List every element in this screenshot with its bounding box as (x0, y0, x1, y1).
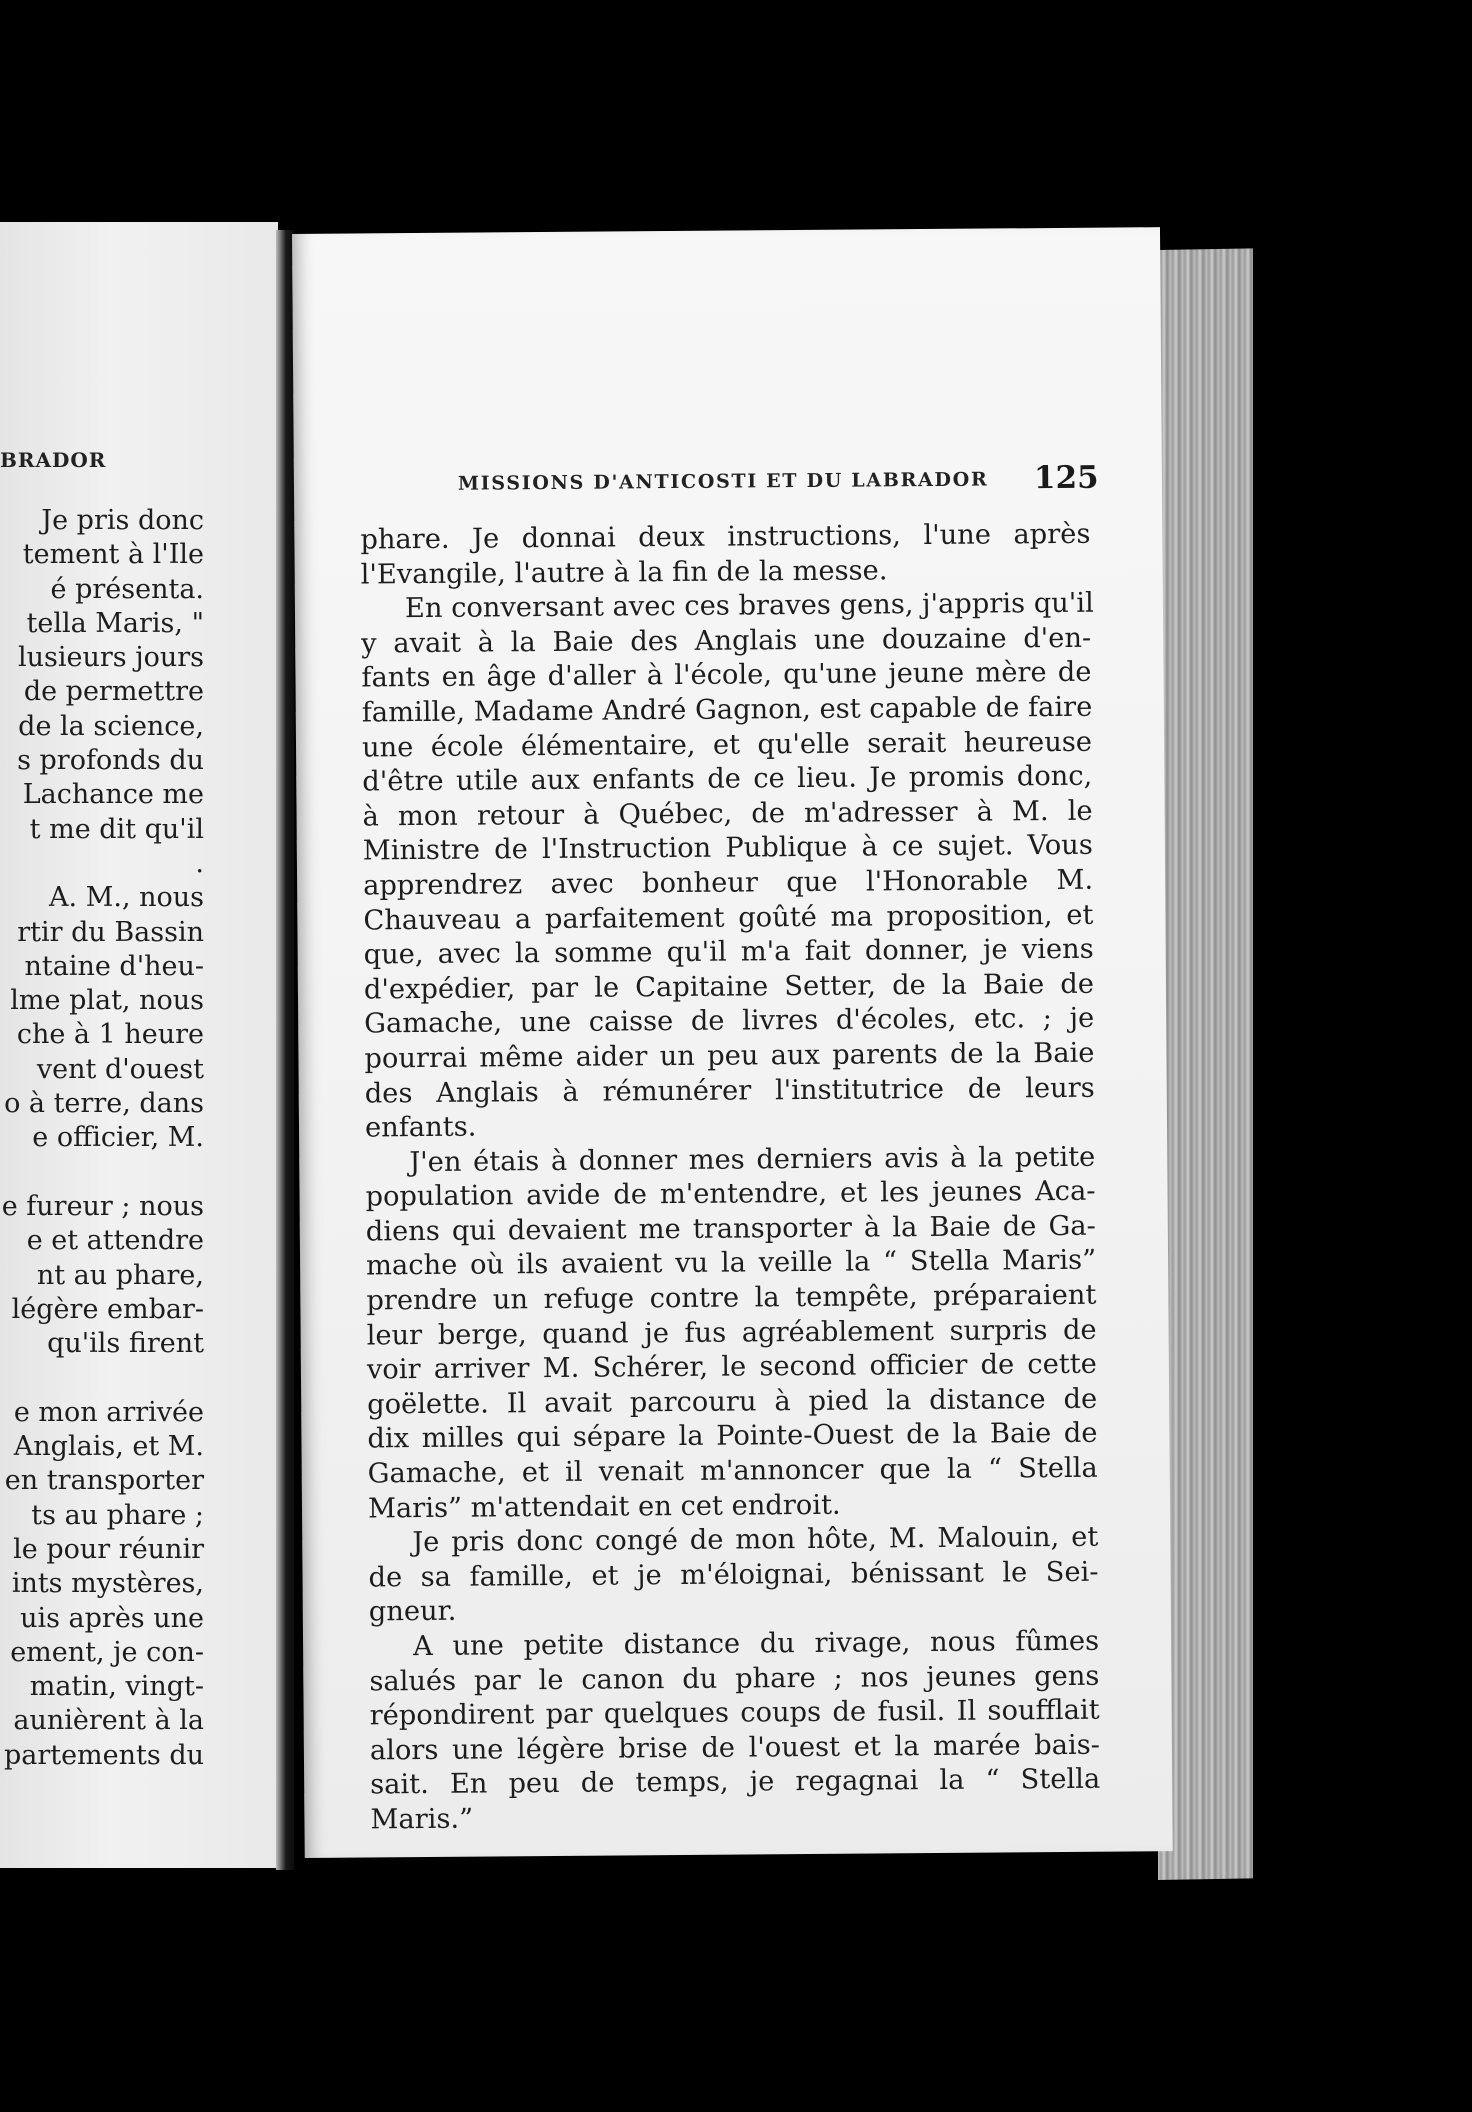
left-text-line: Je pris donc (41, 505, 204, 536)
text-line: Gamache, et il venait m'annoncer que la “ Stella (367, 1452, 1098, 1490)
page-fore-edge (1158, 248, 1253, 1880)
text-line: dix milles qui sépare la Pointe-Ouest de la Baie de (367, 1418, 1098, 1455)
left-text-line: vent d'ouest (36, 1053, 204, 1085)
text-line: phare. Je donnai deux instructions, l'une après (360, 518, 1091, 556)
left-text-line: uis après une (20, 1602, 204, 1634)
left-page (0, 222, 278, 1868)
left-text-line (0, 1361, 278, 1395)
left-text-line: tement à l'Ile (22, 539, 204, 571)
left-text-line: nt au phare, (36, 1259, 204, 1291)
text-line: alors une légère brise de l'ouest et la marée bais- (369, 1729, 1101, 1767)
text-line: à mon retour à Québec, de m'adresser à M. le (362, 795, 1093, 833)
text-line: enfants. (364, 1111, 477, 1144)
left-text-line: e officier, M. (32, 1122, 204, 1154)
left-text-line: e et attendre (26, 1225, 204, 1257)
page-number: 125 (1033, 459, 1099, 497)
text-line: l'Evangile, l'autre à la fin de la messe. (360, 554, 888, 591)
left-text-line: Lachance me (22, 779, 204, 811)
left-text-line: de la science, (18, 710, 204, 742)
text-line: gneur. (368, 1596, 457, 1628)
text-line: mache où ils avaient vu la veille la “ Stella Maris” (365, 1245, 1097, 1282)
text-line: Maris” m'attendait en cet endroit. (367, 1489, 841, 1525)
text-line: diens qui devaient me transporter à la Baie de Ga- (365, 1210, 1096, 1248)
body-text (360, 518, 1100, 1838)
text-line: En conversant avec ces braves gens, j'appris qu'il (404, 587, 1094, 625)
text-line: salués par le canon du phare ; nos jeunes gens (369, 1660, 1100, 1698)
text-line: J'en étais à donner mes derniers avis à la petite (409, 1141, 1096, 1178)
text-line: des Anglais à rémunérer l'institutrice de leurs (364, 1072, 1095, 1109)
left-text-line: o à terre, dans (4, 1088, 204, 1120)
left-text-line: lusieurs jours (17, 642, 204, 674)
text-line: Chauveau a parfaitement goûté ma proposition, et (363, 899, 1094, 936)
text-line: goëlette. Il avait parcouru à pied la distance de (367, 1383, 1098, 1421)
left-text-line: en transporter (4, 1465, 204, 1497)
text-line: A une petite distance du rivage, nous fûmes (412, 1625, 1100, 1663)
left-text-line: é présenta. (50, 573, 204, 605)
left-text-line: ts au phare ; (31, 1499, 204, 1531)
left-text-line: de permettre (23, 676, 204, 708)
left-page-text (0, 504, 278, 1773)
left-text-line: le pour réunir (13, 1533, 204, 1565)
left-text-line: s profonds du (17, 745, 204, 777)
running-head: MISSIONS D'ANTICOSTI ET DU LABRADOR (457, 468, 989, 495)
left-text-line: e mon arrivée (13, 1396, 204, 1428)
left-running-head: BRADOR (0, 448, 107, 472)
left-text-line (0, 1156, 278, 1190)
book-gutter (276, 230, 294, 1870)
text-line: d'expédier, par le Capitaine Setter, de la Baie de (363, 968, 1095, 1006)
text-line: leur berge, quand je fus agréablement surpris de (366, 1314, 1097, 1352)
text-line: de sa famille, et je m'éloignai, bénissant le Sei- (368, 1556, 1099, 1594)
left-text-line: A. M., nous (49, 882, 204, 914)
text-line: Je pris donc congé de mon hôte, M. Malouin, et (412, 1521, 1099, 1559)
left-text-line: che à 1 heure (16, 1019, 204, 1051)
left-text-line: . (195, 847, 204, 879)
left-text-line: qu'ils firent (47, 1328, 204, 1360)
text-line: population avide de m'entendre, et les jeunes Aca- (365, 1176, 1096, 1213)
left-text-line: partements du (3, 1739, 204, 1771)
text-line: Gamache, une caisse de livres d'écoles, etc. ; je (364, 1003, 1095, 1040)
text-line: voir arriver M. Schérer, le second officier de cette (366, 1348, 1098, 1386)
left-text-line: rtir du Bassin (17, 916, 204, 948)
left-text-line: lme plat, nous (10, 985, 204, 1017)
left-text-line: aunièrent à la (13, 1705, 204, 1737)
left-text-line: Anglais, et M. (13, 1431, 204, 1463)
left-text-line: ntaine d'heu- (24, 950, 204, 982)
text-line: pourrai même aider un peu aux parents de la Baie (364, 1037, 1095, 1075)
text-line: apprendrez avec bonheur que l'Honorable M. (363, 864, 1094, 902)
left-text-line: e fureur ; nous (1, 1190, 204, 1222)
text-line: sait. En peu de temps, je regagnai la “ Stella (370, 1764, 1101, 1801)
text-line: fants en âge d'aller à l'école, qu'une jeune mère de (361, 657, 1092, 694)
left-text-line: ement, je con- (10, 1636, 204, 1668)
left-text-line: ints mystères, (11, 1568, 204, 1600)
text-line: Maris.” (370, 1803, 474, 1836)
text-line: une école élémentaire, et qu'elle serait heureuse (361, 726, 1093, 764)
text-line: y avait à la Baie des Anglais une douzaine d'en- (361, 622, 1092, 660)
left-text-line: t me dit qu'il (29, 813, 204, 845)
text-line: d'être utile aux enfants de ce lieu. Je promis donc, (362, 760, 1093, 798)
text-line: prendre un refuge contre la tempête, préparaient (366, 1279, 1097, 1317)
left-text-line: matin, vingt- (29, 1671, 204, 1703)
text-line: que, avec la somme qu'il m'a fait donner, je viens (363, 933, 1094, 971)
left-text-line: légère embar- (11, 1293, 204, 1325)
right-page (292, 227, 1173, 1858)
text-line: famille, Madame André Gagnon, est capable de faire (361, 691, 1093, 729)
text-line: répondirent par quelques coups de fusil. Il soufflait (369, 1694, 1100, 1732)
text-line: Ministre de l'Instruction Publique à ce sujet. Vous (362, 830, 1093, 867)
left-text-line: tella Maris, " (26, 607, 204, 639)
